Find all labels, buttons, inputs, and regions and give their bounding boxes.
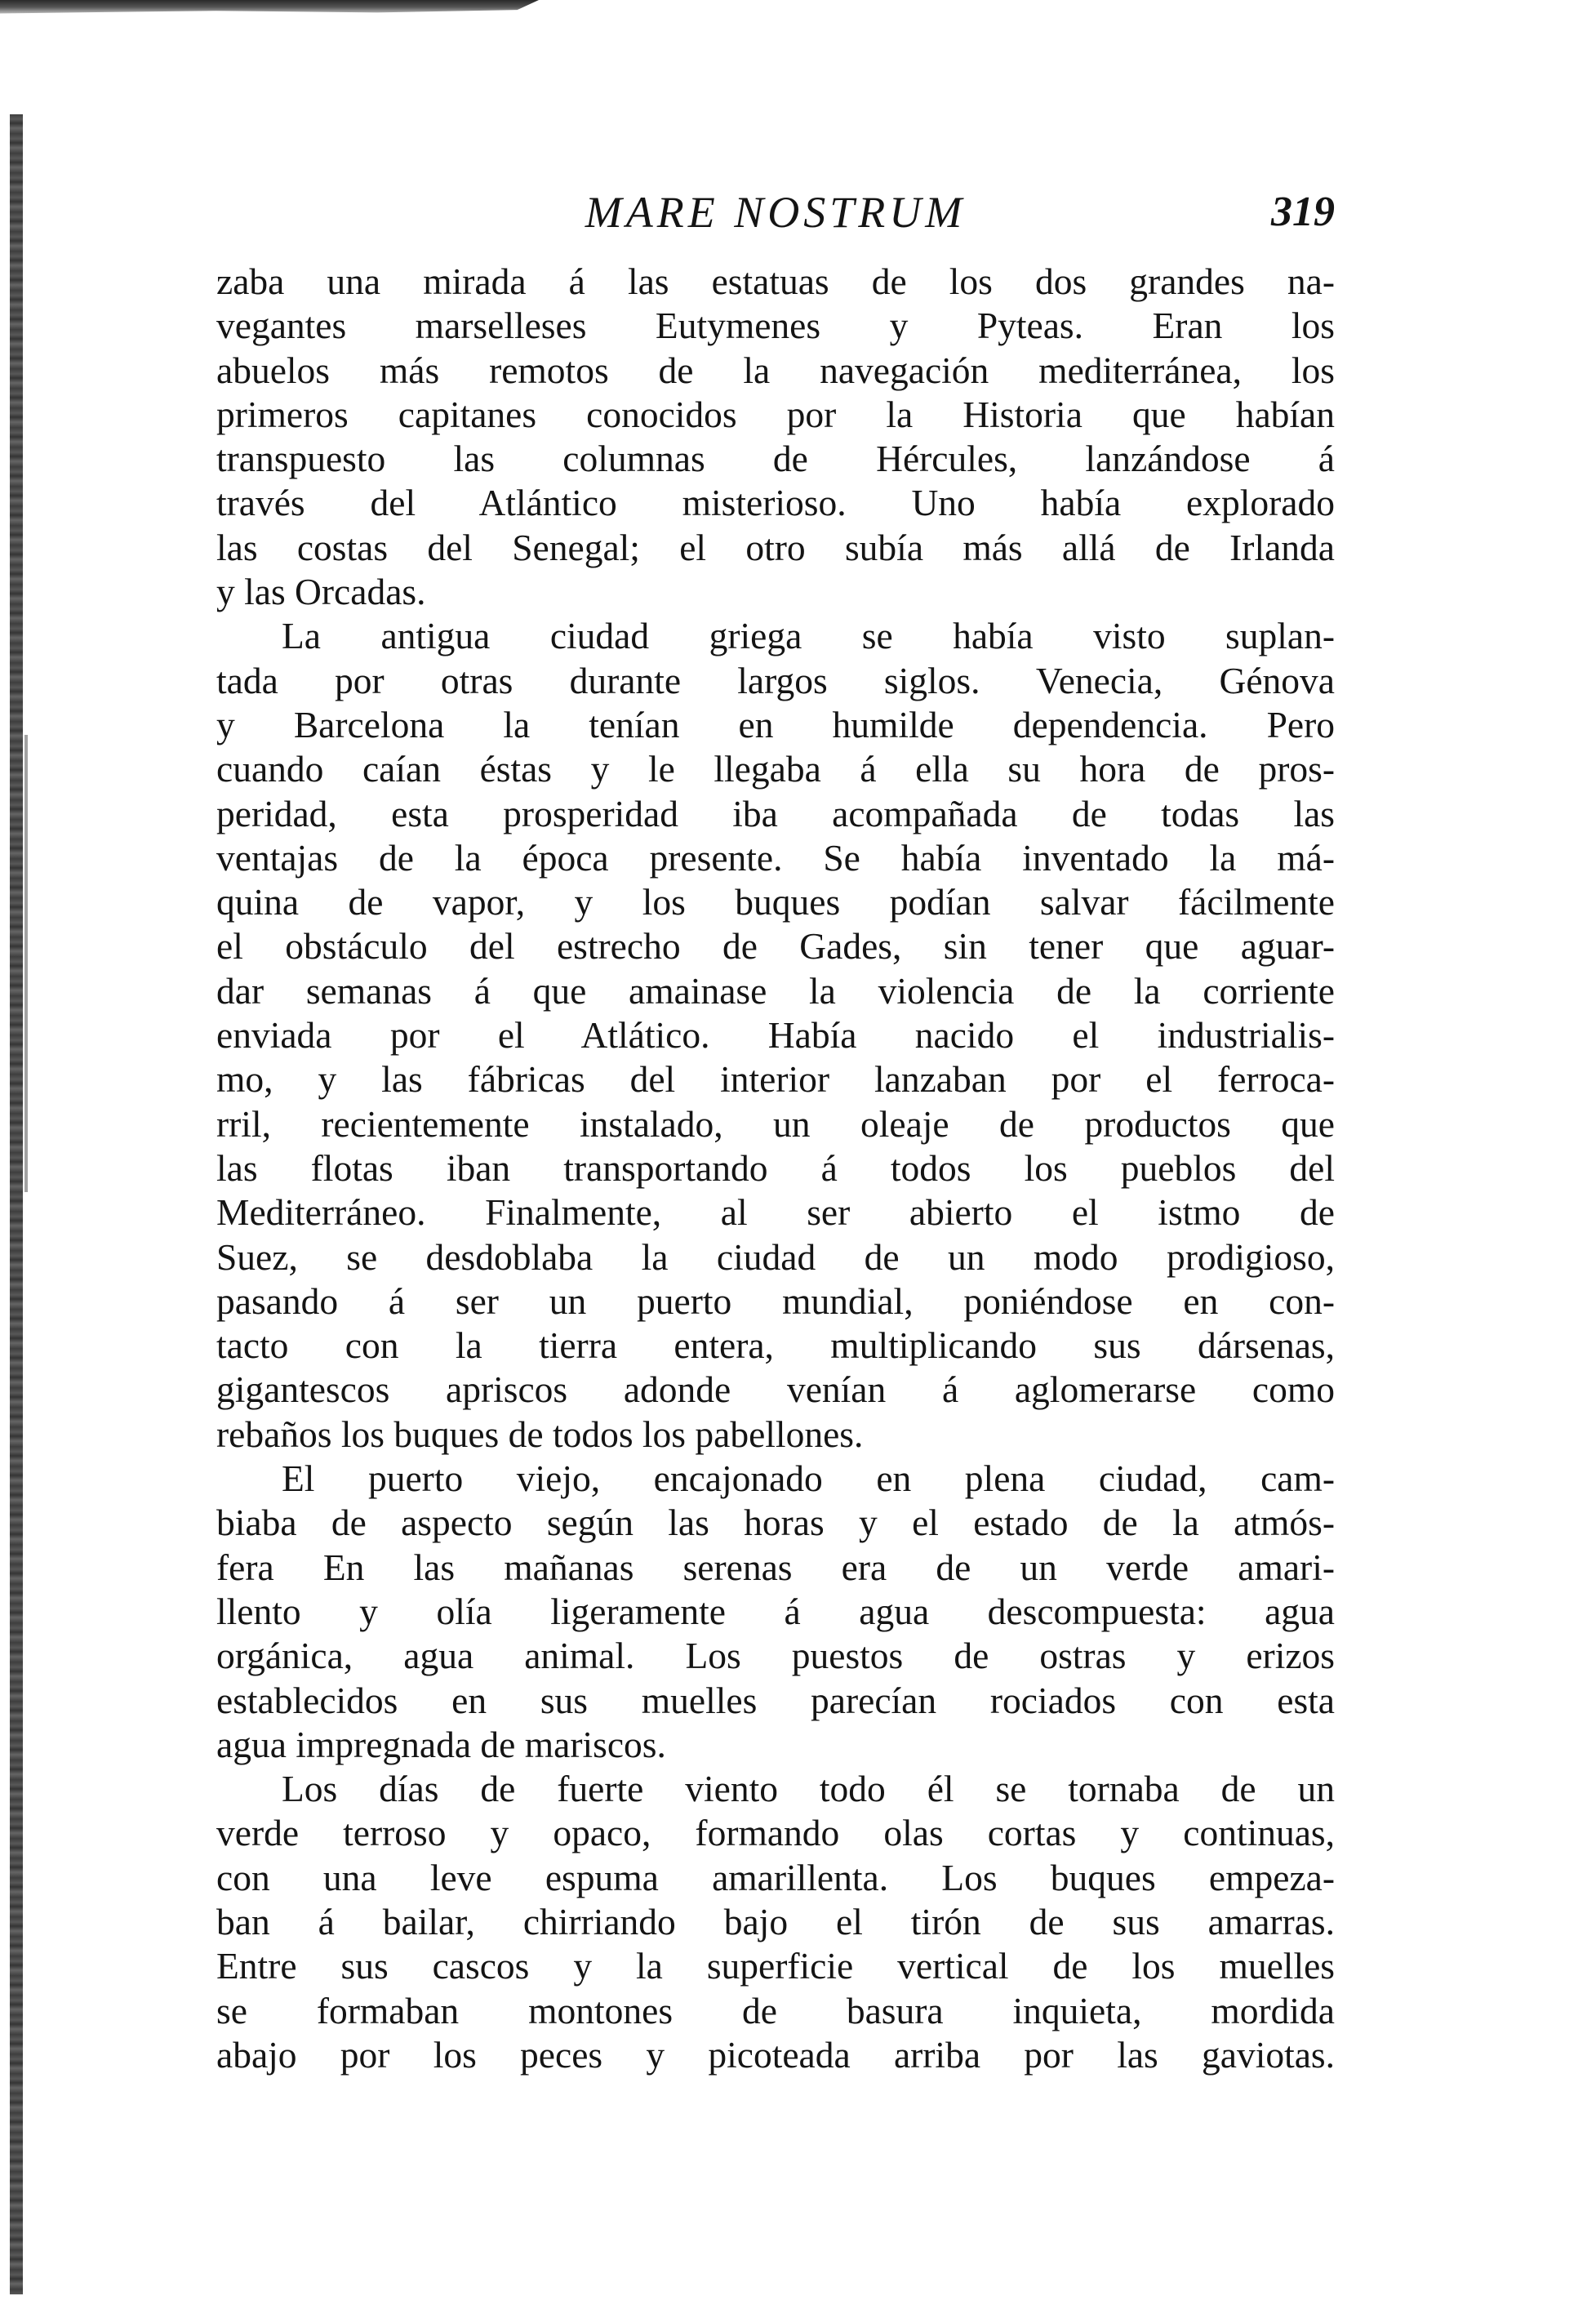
text-line: peridad, esta prosperidad iba acompañada de todas las <box>216 792 1335 834</box>
text-line: través del Atlántico misterioso. Uno había explorado <box>216 482 1335 524</box>
text-line: con una leve espuma amarillenta. Los buques empeza- <box>216 1856 1335 1898</box>
text-line: Los días de fuerte viento todo él se tornaba de un <box>282 1768 1335 1810</box>
text-line: pasando á ser un puerto mundial, poniéndose en con- <box>216 1279 1335 1322</box>
scan-edge-shadow <box>0 0 539 18</box>
text-line: ban á bailar, chirriando bajo el tirón de sus amarras. <box>216 1900 1335 1942</box>
text-line: verde terroso y opaco, formando olas cortas y continuas, <box>216 1812 1335 1854</box>
text-line: Mediterráneo. Finalmente, al ser abierto el istmo de <box>216 1191 1335 1234</box>
text-line: mo, y las fábricas del interior lanzaban por el ferroca- <box>216 1058 1335 1101</box>
text-line: las costas del Senegal; el otro subía más allá de Irlanda <box>216 526 1335 568</box>
text-line: dar semanas á que amainase la violencia de la corriente <box>216 969 1335 1012</box>
text-line: Entre sus cascos y la superficie vertical de los muelles <box>216 1945 1335 1987</box>
text-line: abajo por los peces y picoteada arriba por las gaviotas. <box>216 2033 1335 2076</box>
text-line: el obstáculo del estrecho de Gades, sin tener que aguar- <box>216 925 1335 968</box>
page-header <box>216 184 1335 241</box>
text-line: quina de vapor, y los buques podían salvar fácilmente <box>216 881 1335 923</box>
text-line: transpuesto las columnas de Hércules, lanzándose á <box>216 438 1335 480</box>
text-line: La antigua ciudad griega se había visto suplan- <box>282 615 1335 657</box>
text-line: las flotas iban transportando á todos los pueblos del <box>216 1146 1335 1189</box>
body-text <box>216 260 1335 2077</box>
text-line: cuando caían éstas y le llegaba á ella su hora de pros- <box>216 748 1335 790</box>
text-line: tada por otras durante largos siglos. Venecia, Génova <box>216 659 1335 701</box>
text-line: orgánica, agua animal. Los puestos de ostras y erizos <box>216 1635 1335 1677</box>
text-line: rebaños los buques de todos los pabellones. <box>216 1413 864 1455</box>
text-line: zaba una mirada á las estatuas de los dos grandes na- <box>216 260 1335 302</box>
text-line: fera En las mañanas serenas era de un verde amari- <box>216 1546 1335 1588</box>
text-line: gigantescos apriscos adonde venían á aglomerarse como <box>216 1368 1335 1411</box>
text-line: y las Orcadas. <box>216 571 426 613</box>
text-line: ventajas de la época presente. Se había inventado la má- <box>216 836 1335 879</box>
text-line: llento y olía ligeramente á agua descompuesta: agua <box>216 1590 1335 1632</box>
page-number: 319 <box>1271 189 1335 235</box>
text-line: tacto con la tierra entera, multiplicando sus dársenas, <box>216 1324 1335 1367</box>
scan-binding-shadow <box>10 114 23 2294</box>
text-line: agua impregnada de mariscos. <box>216 1723 666 1765</box>
scan-binding-mark <box>24 735 28 1192</box>
text-line: rril, recientemente instalado, un oleaje de productos que <box>216 1102 1335 1145</box>
text-line: establecidos en sus muelles parecían rociados con esta <box>216 1679 1335 1721</box>
text-line: vegantes marselleses Eutymenes y Pyteas. Eran los <box>216 305 1335 347</box>
text-line: Suez, se desdoblaba la ciudad de un modo prodigioso, <box>216 1235 1335 1278</box>
text-line: se formaban montones de basura inquieta, mordida <box>216 1989 1335 2031</box>
text-line: El puerto viejo, encajonado en plena ciudad, cam- <box>282 1457 1335 1500</box>
text-line: abuelos más remotos de la navegación mediterránea, los <box>216 349 1335 391</box>
text-line: y Barcelona la tenían en humilde dependencia. Pero <box>216 703 1335 745</box>
text-line: primeros capitanes conocidos por la Historia que habían <box>216 393 1335 435</box>
running-title: MARE NOSTRUM <box>585 188 967 237</box>
text-line: enviada por el Atlático. Había nacido el industrialis- <box>216 1014 1335 1057</box>
text-line: biaba de aspecto según las horas y el estado de la atmós- <box>216 1502 1335 1544</box>
